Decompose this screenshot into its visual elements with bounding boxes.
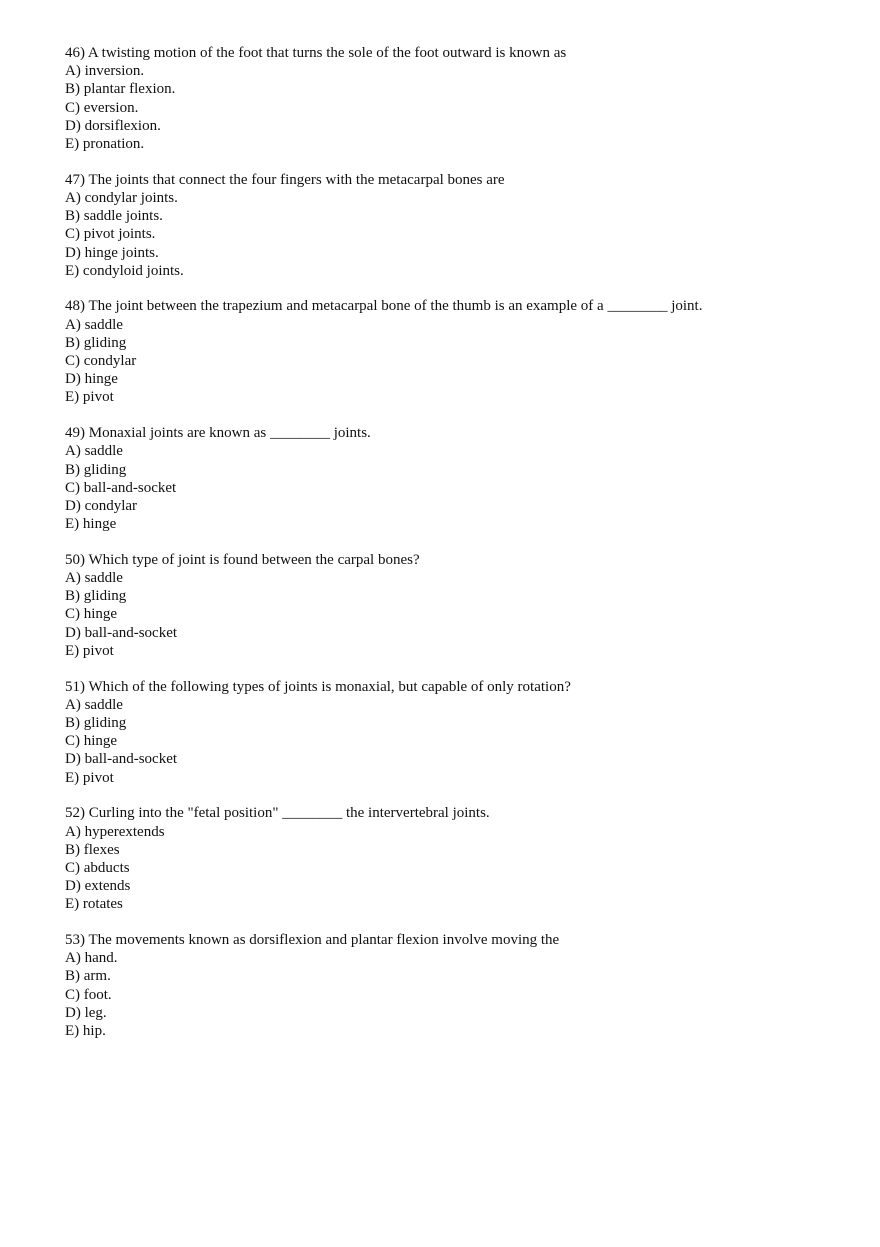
option-b: B) saddle joints. (65, 208, 163, 225)
option-b: B) plantar flexion. (65, 81, 176, 98)
option-e: E) pivot (65, 769, 114, 786)
question-text: 52) Curling into the "fetal position" ________ the intervertebral joints. (65, 805, 490, 822)
option-d: D) condylar (65, 497, 138, 514)
option-b: B) gliding (65, 461, 127, 478)
question-list (65, 44, 845, 1058)
option-a: A) saddle (65, 443, 123, 460)
option-c: C) ball-and-socket (65, 479, 177, 496)
question-text: 50) Which type of joint is found between the carpal bones? (65, 551, 420, 568)
question-text: 48) The joint between the trapezium and metacarpal bone of the thumb is an example of a ________ joint. (65, 298, 703, 315)
option-e: E) pivot (65, 389, 114, 406)
option-b: B) gliding (65, 588, 127, 605)
option-c: C) abducts (65, 859, 130, 876)
question-text: 51) Which of the following types of joints is monaxial, but capable of only rotation? (65, 678, 571, 695)
option-c: C) condylar (65, 353, 137, 370)
option-c: C) pivot joints. (65, 226, 156, 243)
option-a: A) saddle (65, 696, 123, 713)
option-c: C) eversion. (65, 99, 139, 116)
option-a: A) saddle (65, 570, 123, 587)
option-a: A) hyperextends (65, 823, 165, 840)
option-a: A) condylar joints. (65, 189, 178, 206)
option-d: D) hinge (65, 371, 118, 388)
question-text: 49) Monaxial joints are known as ________ joints. (65, 425, 371, 442)
option-b: B) arm. (65, 968, 111, 985)
option-e: E) pronation. (65, 136, 145, 153)
option-b: B) gliding (65, 334, 127, 351)
question-53 (65, 931, 845, 1040)
option-a: A) hand. (65, 950, 118, 967)
option-c: C) foot. (65, 986, 112, 1003)
question-51 (65, 678, 845, 787)
option-e: E) rotates (65, 896, 123, 913)
question-47 (65, 171, 845, 280)
question-text: 53) The movements known as dorsiflexion and plantar flexion involve moving the (65, 932, 560, 949)
option-b: B) gliding (65, 715, 127, 731)
question-52 (65, 804, 845, 913)
option-e: E) pivot (65, 642, 114, 659)
question-text: 47) The joints that connect the four fingers with the metacarpal bones are (65, 171, 505, 188)
option-e: E) hinge (65, 516, 117, 533)
option-c: C) hinge (65, 733, 118, 750)
question-50 (65, 551, 845, 660)
question-text: 46) A twisting motion of the foot that turns the sole of the foot outward is known as (65, 45, 567, 61)
option-d: D) dorsiflexion. (65, 117, 161, 134)
option-d: D) ball-and-socket (65, 624, 178, 641)
option-d: D) hinge joints. (65, 244, 159, 261)
option-c: C) hinge (65, 606, 118, 623)
option-a: A) saddle (65, 316, 123, 333)
option-e: E) condyloid joints. (65, 262, 184, 279)
option-d: D) ball-and-socket (65, 751, 178, 768)
question-46 (65, 44, 845, 153)
option-b: B) flexes (65, 841, 120, 858)
option-e: E) hip. (65, 1023, 106, 1040)
option-a: A) inversion. (65, 63, 145, 80)
option-d: D) leg. (65, 1004, 107, 1021)
option-d: D) extends (65, 878, 131, 895)
question-49 (65, 424, 845, 533)
question-48 (65, 297, 845, 406)
